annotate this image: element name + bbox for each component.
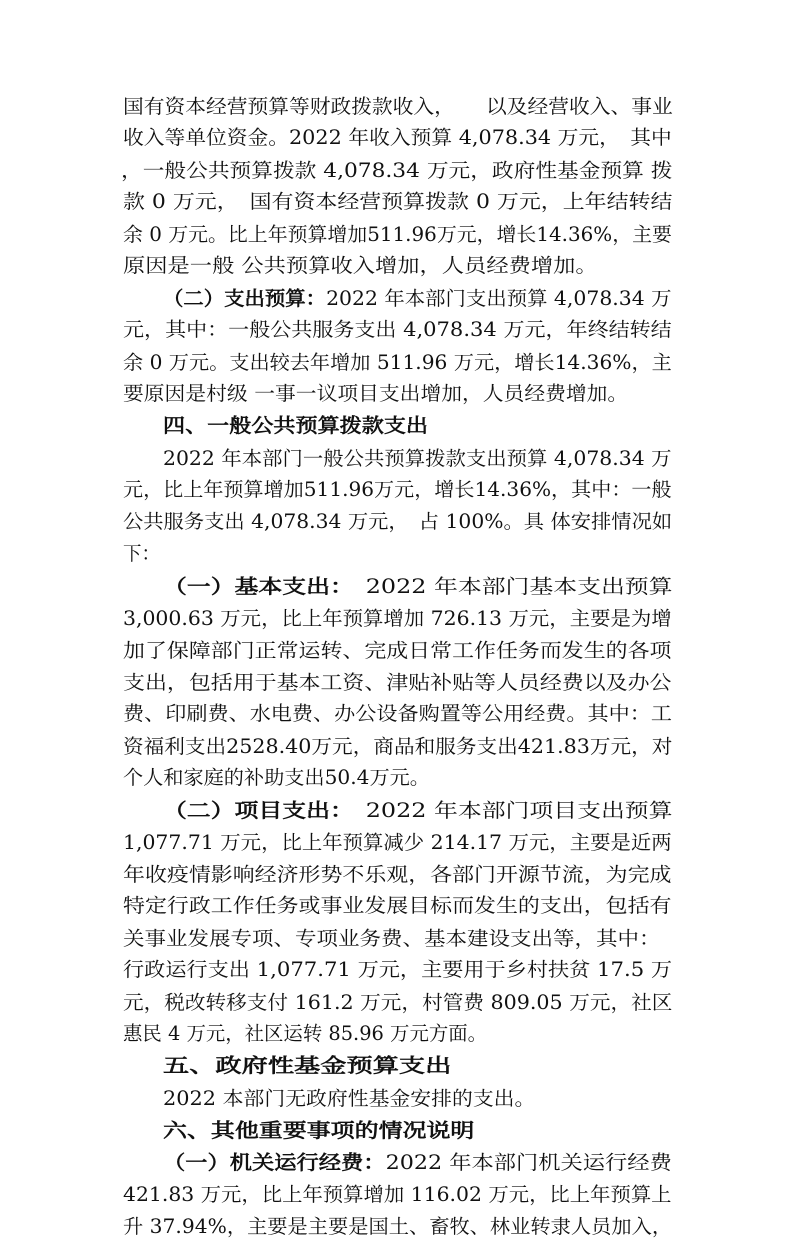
text-line: 余 0 万元。比上年预算增加511.96万元，增长14.36%，主要 xyxy=(123,223,672,246)
text-line: 下： xyxy=(123,542,161,565)
text-line: 原因是一般 公共预算收入增加，人员经费增加。 xyxy=(123,254,598,277)
text-line: 元，其中：一般公共服务支出 4,078.34 万元，年终结转结 xyxy=(123,318,672,341)
text-line xyxy=(163,801,673,821)
text-line: 资福利支出2528.40万元，商品和服务支出421.83万元，对 xyxy=(123,735,673,758)
text-line: 元，比上年预算增加511.96万元，增长14.36%，其中：一般 xyxy=(123,478,672,501)
text-line: 款 0 万元， 国有资本经营预算拨款 0 万元，上年结转结 xyxy=(123,190,673,213)
text-line: 升 37.94%，主要是主要是国土、畜牧、林业转隶人员加入， xyxy=(123,1215,673,1238)
text-line: 1,077.71 万元，比上年预算减少 214.17 万元，主要是近两 xyxy=(123,831,672,854)
text-line: ，一般公共预算拨款 4,078.34 万元，政府性基金预算 拨 xyxy=(121,159,673,182)
section-heading: 六、其他重要事项的情况说明 xyxy=(163,1119,475,1142)
text-line: 年收疫情影响经济形势不乐观，各部门开源节流，为完成 xyxy=(123,863,672,886)
section-heading: 四、一般公共预算拨款支出 xyxy=(163,414,429,437)
text-line: 公共服务支出 4,078.34 万元， 占 100%。具 体安排情况如 xyxy=(123,510,673,533)
text-line: 惠民 4 万元，社区运转 85.96 万元方面。 xyxy=(123,1022,488,1045)
subsection-heading: （二）支出预算： xyxy=(163,287,327,310)
text-line: 国有资本经营预算等财政拨款收入， 以及经营收入、事业 xyxy=(123,95,673,118)
text-line: 要原因是村级 一事一议项目支出增加，人员经费增加。 xyxy=(123,382,629,405)
text-line: 行政运行支出 1,077.71 万元，主要用于乡村扶贫 17.5 万 xyxy=(123,958,673,981)
text-line: 元，税改转移支付 161.2 万元，村管费 809.05 万元，社区 xyxy=(123,991,673,1014)
text-line: 2022 年本部门项目支出预算 xyxy=(341,799,673,822)
text-line: 加了保障部门正常运转、完成日常工作任务而发生的各项 xyxy=(123,639,672,662)
text-line xyxy=(163,577,673,597)
text-line: 2022 年本部门机关运行经费 xyxy=(385,1151,672,1174)
subsection-heading: （一）基本支出： xyxy=(163,575,342,598)
text-line: 特定行政工作任务或事业发展目标而发生的支出，包括有 xyxy=(123,894,672,917)
subsection-heading: （二）项目支出： xyxy=(163,799,342,822)
text-line: 2022 年本部门一般公共预算拨款支出预算 4,078.34 万 xyxy=(163,447,672,470)
subsection-heading: （一）机关运行经费： xyxy=(163,1151,386,1174)
section-heading: 五、政府性基金预算支出 xyxy=(163,1054,452,1077)
text-line: 费、印刷费、水电费、办公设备购置等公用经费。其中：工 xyxy=(123,702,673,725)
text-line: 2022 年本部门支出预算 4,078.34 万 xyxy=(326,287,672,310)
text-line: 2022 年本部门基本支出预算 xyxy=(341,575,673,598)
text-line: 关事业发展专项、专项业务费、基本建设支出等，其中： xyxy=(123,927,661,950)
text-line: 3,000.63 万元，比上年预算增加 726.13 万元，主要是为增 xyxy=(123,607,672,630)
text-line: 支出，包括用于基本工资、津贴补贴等人员经费以及办公 xyxy=(123,671,672,694)
text-line: 421.83 万元，比上年预算增加 116.02 万元，比上年预算上 xyxy=(123,1183,672,1206)
text-line: 2022 本部门无政府性基金安排的支出。 xyxy=(163,1087,536,1110)
text-line: 个人和家庭的补助支出50.4万元。 xyxy=(123,766,430,789)
text-line xyxy=(163,289,672,309)
text-line: 余 0 万元。支出较去年增加 511.96 万元，增长14.36%，主 xyxy=(123,351,672,374)
text-line: 收入等单位资金。2022 年收入预算 4,078.34 万元， 其中 xyxy=(123,126,672,149)
text-line xyxy=(163,1153,672,1173)
